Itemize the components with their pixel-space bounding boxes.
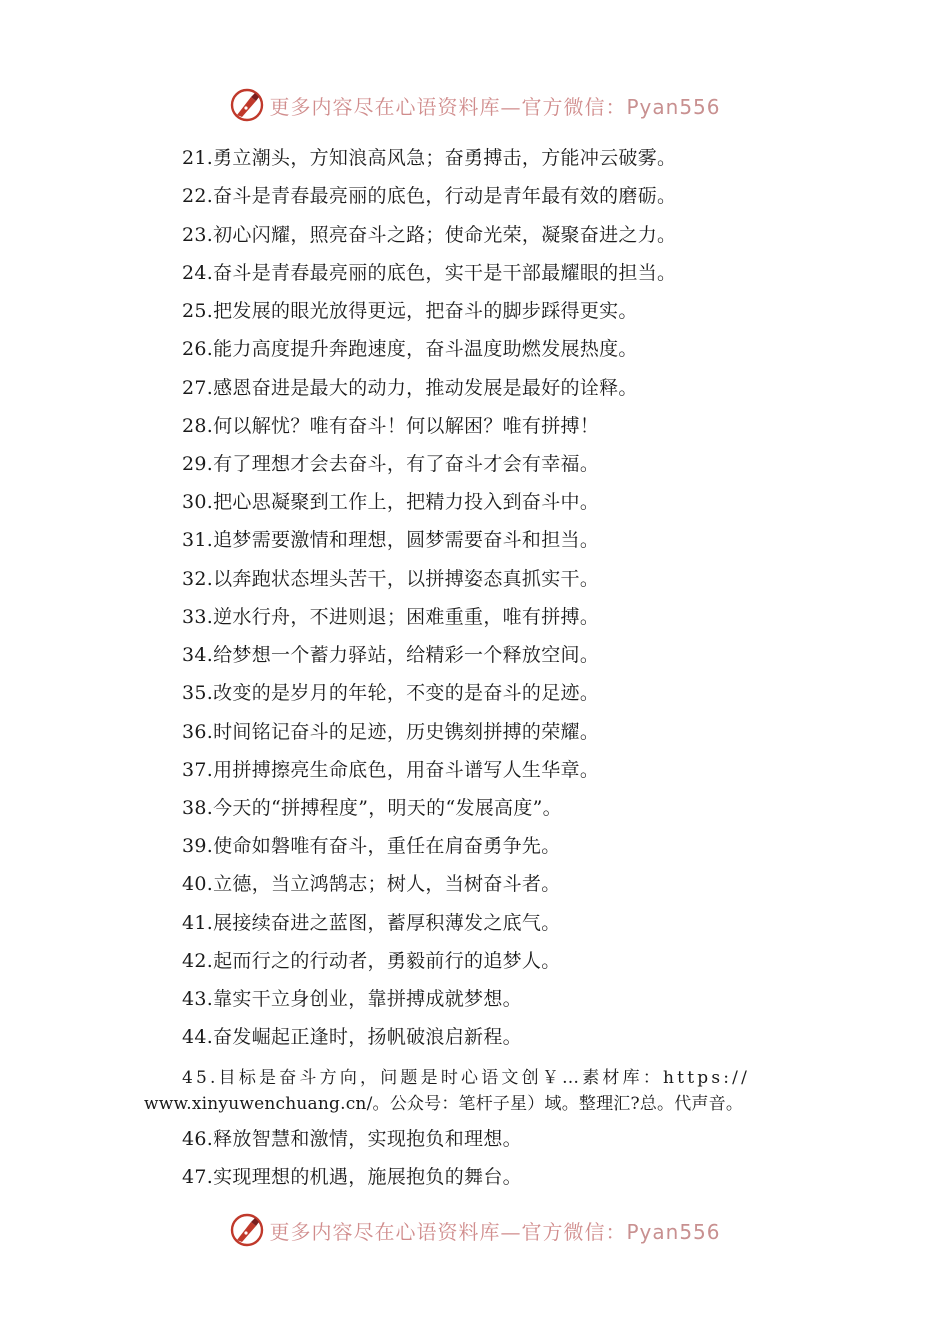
list-item: 44.奋发崛起正逢时，扬帆破浪启新程。 xyxy=(182,1026,522,1048)
header-text-main: 更多内容尽在心语资料库—官方微信： xyxy=(269,94,627,119)
list-item: 33.逆水行舟，不进则退；困难重重，唯有拼搏。 xyxy=(182,606,600,628)
list-item: 37.用拼搏擦亮生命底色，用奋斗谱写人生华章。 xyxy=(182,759,600,781)
list-item: 22.奋斗是青春最亮丽的底色，行动是青年最有效的磨砺。 xyxy=(182,185,677,207)
list-item: 28.何以解忧？唯有奋斗！何以解困？唯有拼搏！ xyxy=(182,415,600,437)
header-banner xyxy=(0,85,950,125)
footer-text-main: 更多内容尽在心语资料库—官方微信： xyxy=(269,1219,627,1244)
header-wechat-id: Pyan556 xyxy=(626,94,721,119)
list-item: 30.把心思凝聚到工作上，把精力投入到奋斗中。 xyxy=(182,491,600,513)
list-item: 47.实现理想的机遇，施展抱负的舞台。 xyxy=(182,1166,522,1188)
list-item: 29.有了理想才会去奋斗，有了奋斗才会有幸福。 xyxy=(182,453,600,475)
list-item: 21.勇立潮头，方知浪高风急；奋勇搏击，方能冲云破雾。 xyxy=(182,147,677,169)
list-item: 40.立德，当立鸿鹄志；树人，当树奋斗者。 xyxy=(182,873,561,895)
list-item: 35.改变的是岁月的年轮，不变的是奋斗的足迹。 xyxy=(182,682,600,704)
header-text xyxy=(269,91,720,120)
list-item: 43.靠实干立身创业，靠拼搏成就梦想。 xyxy=(182,988,522,1010)
list-item: 34.给梦想一个蓄力驿站，给精彩一个释放空间。 xyxy=(182,644,600,666)
pen-nib-logo-icon xyxy=(229,87,265,123)
list-item-line2: www.xinyuwenchuang.cn/。公众号：笔杆子星）域。整理汇?总。代声音。 xyxy=(144,1094,744,1114)
footer-wechat-id: Pyan556 xyxy=(626,1219,721,1244)
list-item-line1: 45.目标是奋斗方向，问题是时心语文创￥…素材库：https:// xyxy=(182,1068,751,1088)
list-item: 39.使命如磐唯有奋斗，重任在肩奋勇争先。 xyxy=(182,835,561,857)
list-item: 25.把发展的眼光放得更远，把奋斗的脚步踩得更实。 xyxy=(182,300,638,322)
list-item: 32.以奔跑状态埋头苦干，以拼搏姿态真抓实干。 xyxy=(182,568,600,590)
pen-nib-logo-icon xyxy=(229,1212,265,1248)
footer-banner xyxy=(0,1210,950,1250)
list-item: 36.时间铭记奋斗的足迹，历史镌刻拼搏的荣耀。 xyxy=(182,721,600,743)
list-item: 38.今天的“拼搏程度”，明天的“发展高度”。 xyxy=(182,797,562,819)
list-item: 27.感恩奋进是最大的动力，推动发展是最好的诠释。 xyxy=(182,377,638,399)
list-item-wrapped xyxy=(144,1065,814,1117)
list-item: 26.能力高度提升奔跑速度，奋斗温度助燃发展热度。 xyxy=(182,338,638,360)
list-item: 42.起而行之的行动者，勇毅前行的追梦人。 xyxy=(182,950,561,972)
list-item: 31.追梦需要激情和理想，圆梦需要奋斗和担当。 xyxy=(182,529,600,551)
list-item: 23.初心闪耀，照亮奋斗之路；使命光荣，凝聚奋进之力。 xyxy=(182,224,677,246)
footer-text xyxy=(269,1216,720,1245)
list-item: 46.释放智慧和激情，实现抱负和理想。 xyxy=(182,1128,522,1150)
list-item: 41.展接续奋进之蓝图，蓄厚积薄发之底气。 xyxy=(182,912,561,934)
list-item: 24.奋斗是青春最亮丽的底色，实干是干部最耀眼的担当。 xyxy=(182,262,677,284)
